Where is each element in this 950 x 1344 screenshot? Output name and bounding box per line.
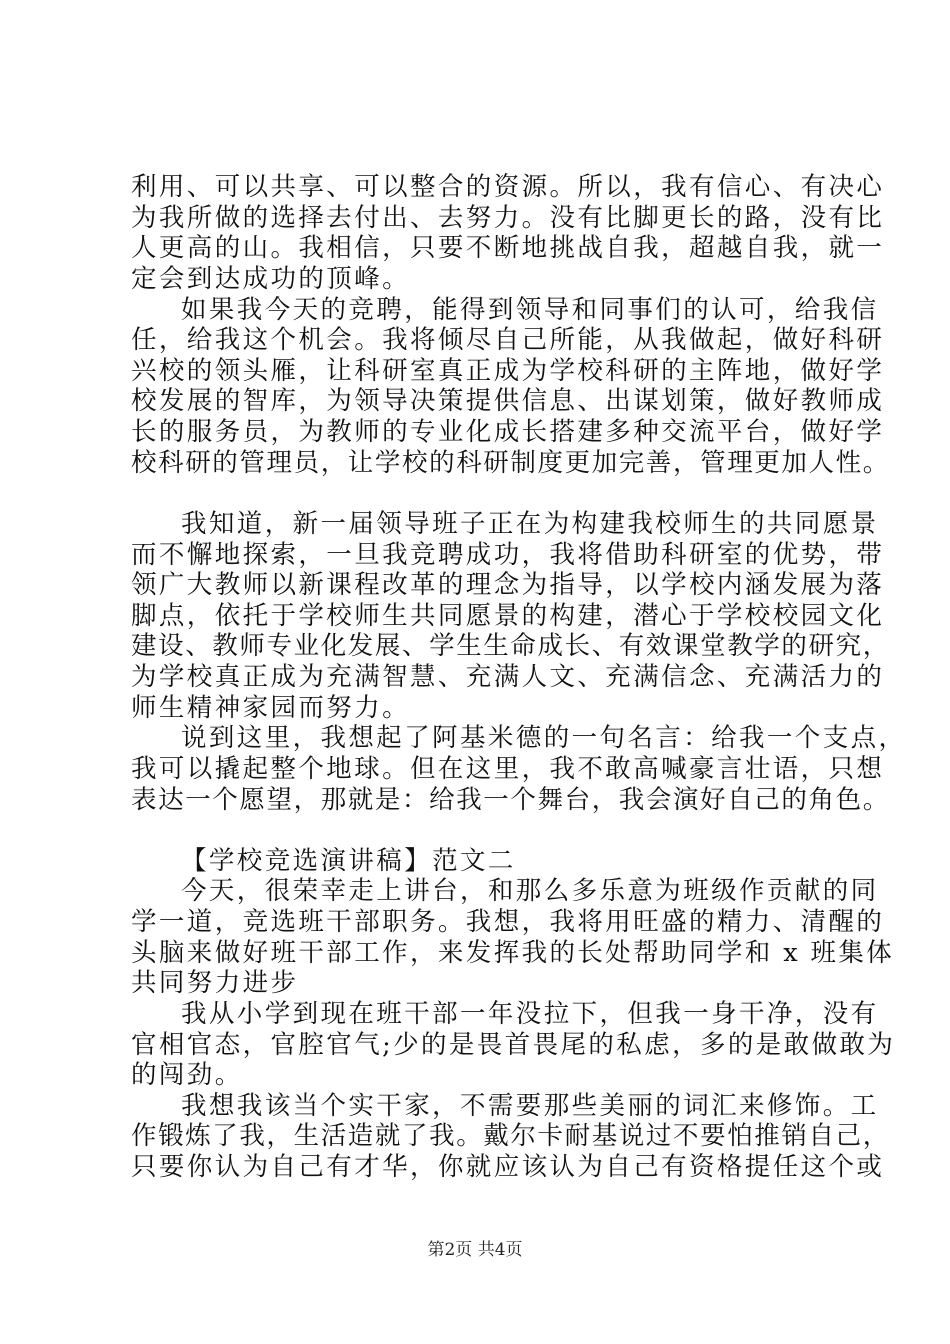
text-line: 兴校的领头雁，让科研室真正成为学校科研的主阵地，做好学	[131, 355, 885, 386]
text-line: 为学校真正成为充满智慧、充满人文、充满信念、充满活力的	[131, 662, 885, 692]
text-line: 师生精神家园而努力。	[131, 692, 411, 723]
text-line: 校科研的管理员，让学校的科研制度更加完善，管理更加人性。	[131, 447, 890, 478]
text-line: 学一道，竞选班干部职务。我想，我将用旺盛的精力、清醒的	[131, 907, 885, 937]
section-heading: 【学校竞选演讲稿】范文二	[181, 845, 516, 876]
text-line: 只要你认为自己有才华，你就应该认为自己有资格提任这个或	[131, 1152, 885, 1182]
text-line: 而不懈地探索，一旦我竞聘成功，我将借助科研室的优势，带	[131, 539, 885, 570]
text-line: 领广大教师以新课程改革的理念为指导，以学校内涵发展为落	[131, 570, 885, 601]
text-line: 人更高的山。我相信，只要不断地挑战自我，超越自我，就一	[131, 233, 885, 264]
text-line: 校发展的智库，为领导决策提供信息、出谋划策，做好教师成	[131, 386, 885, 417]
text-line: 作锻炼了我，生活造就了我。戴尔卡耐基说过不要怕推销自己，	[131, 1121, 890, 1152]
text-line: 利用、可以共享、可以整合的资源。所以，我有信心、有决心	[131, 172, 885, 202]
text-line: 为我所做的选择去付出、去努力。没有比脚更长的路，没有比	[131, 202, 885, 233]
text-line: 任，给我这个机会。我将倾尽自己所能，从我做起，做好科研	[131, 325, 885, 356]
text-line: 长的服务员，为教师的专业化成长搭建多种交流平台，做好学	[131, 417, 885, 447]
text-line: 我知道，新一届领导班子正在为构建我校师生的共同愿景	[181, 508, 879, 539]
text-line: 我想我该当个实干家，不需要那些美丽的词汇来修饰。工	[181, 1090, 879, 1121]
text-line: 脚点，依托于学校师生共同愿景的构建，潜心于学校校园文化	[131, 600, 885, 631]
text-line: 定会到达成功的顶峰。	[131, 263, 411, 294]
text-line: 头脑来做好班干部工作，来发挥我的长处帮助同学和 x 班集体	[131, 937, 895, 968]
page-number-footer: 第2页 共4页	[427, 1240, 523, 1260]
text-line: 官相官态，官腔官气;少的是畏首畏尾的私虑，多的是敢做敢为	[131, 1029, 896, 1060]
text-line: 共同努力进步	[131, 968, 299, 999]
text-line: 我可以撬起整个地球。但在这里，我不敢高喊豪言壮语，只想	[131, 753, 885, 784]
text-line: 建设、教师专业化发展、学生生命成长、有效课堂教学的研究，	[131, 631, 890, 662]
text-line: 说到这里，我想起了阿基米德的一句名言：给我一个支点，	[181, 723, 907, 754]
text-line: 今天，很荣幸走上讲台，和那么多乐意为班级作贡献的同	[181, 876, 879, 907]
text-line: 如果我今天的竞聘，能得到领导和同事们的认可，给我信	[181, 294, 879, 325]
text-line: 表达一个愿望，那就是：给我一个舞台，我会演好自己的角色。	[131, 784, 890, 815]
text-line: 的闯劲。	[131, 1060, 243, 1091]
text-line: 我从小学到现在班干部一年没拉下，但我一身干净，没有	[181, 998, 879, 1029]
